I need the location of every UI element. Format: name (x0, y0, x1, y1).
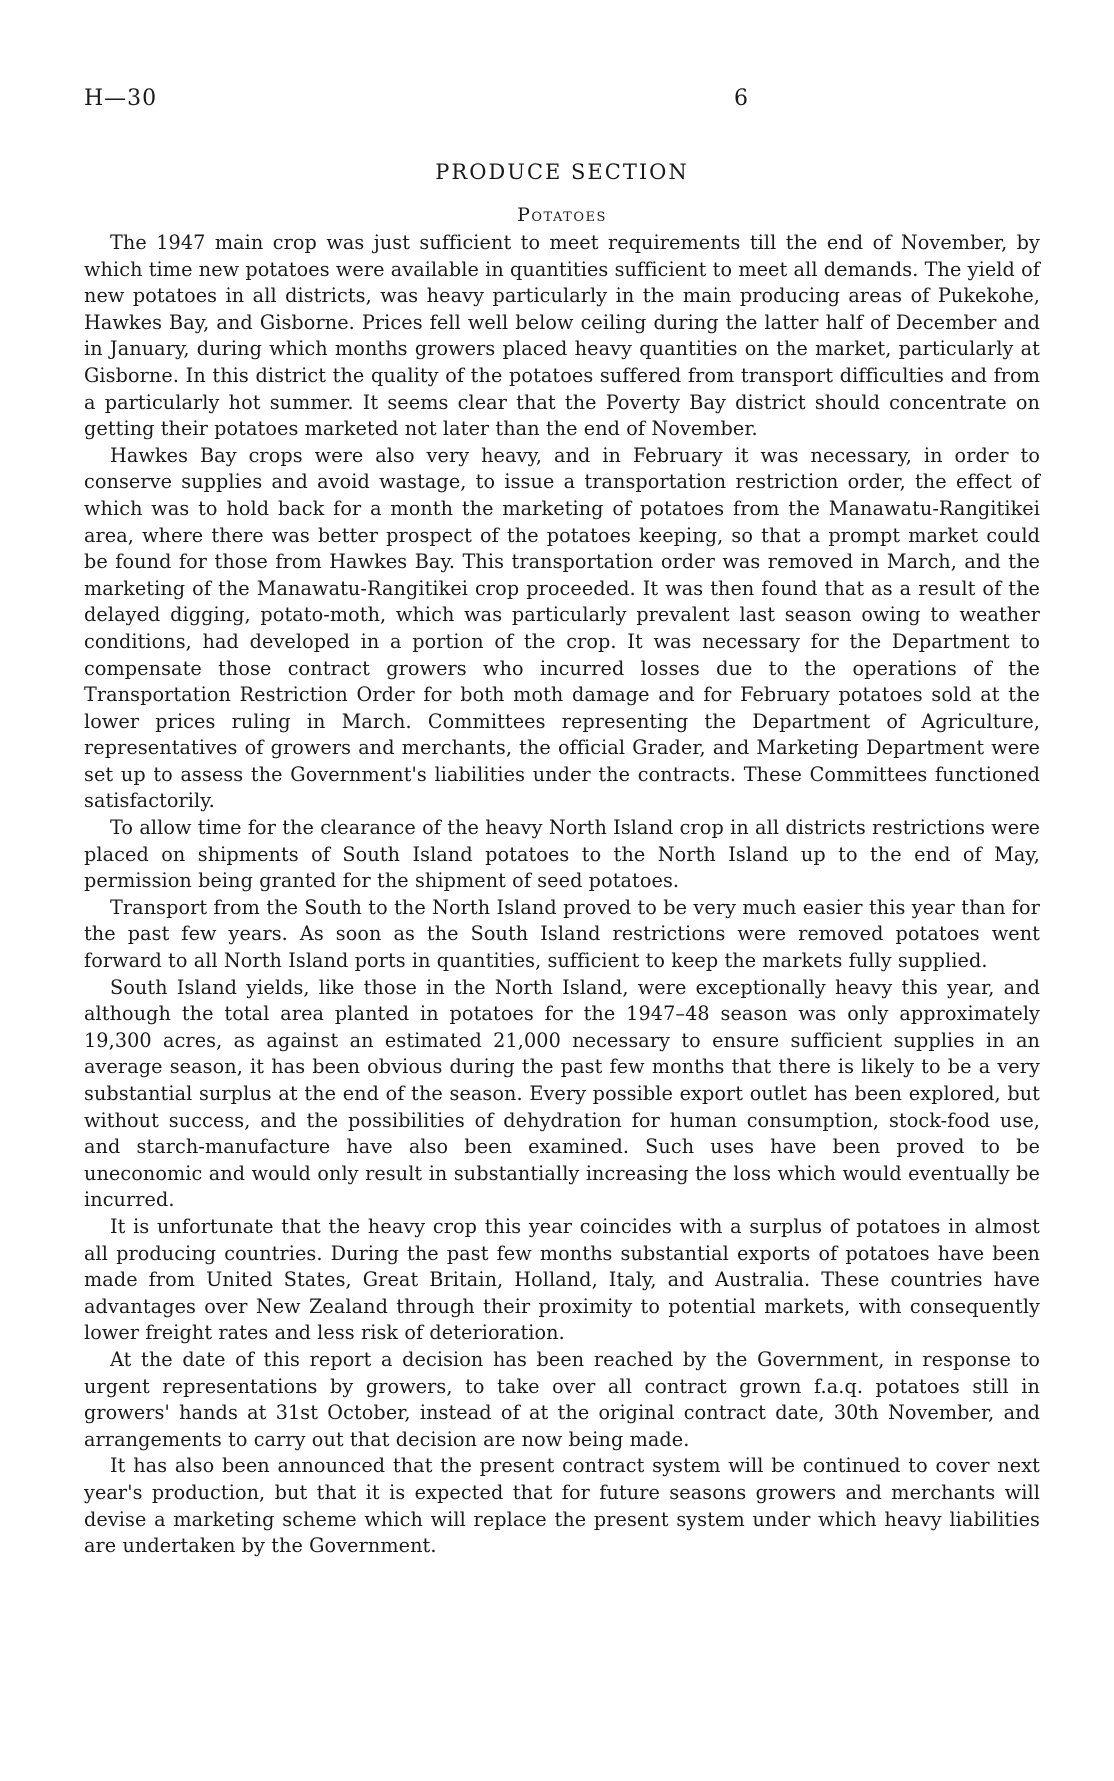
document-reference: H—30 (84, 86, 158, 111)
paragraph: It has also been announced that the present contract system will be continued to cover next year's production, but that it is expected that for future seasons growers and merchants will devise a marketing scheme which will replace the present system under which heavy liabilities are undertaken by the Government. (84, 1454, 1040, 1558)
page-number: 6 (734, 86, 748, 111)
paragraph: It is unfortunate that the heavy crop this year coincides with a surplus of potatoes in almost all producing countries. During the past few months substantial exports of potatoes have been made from United States, Great Britain, Holland, Italy, and Australia. These countries have advantages over New Zealand through their proximity to potential markets, with consequently lower freight rates and less risk of deterioration. (84, 1214, 1040, 1345)
paragraph: The 1947 main crop was just sufficient to meet requirements till the end of November, by which time new potatoes were available in quantities sufficient to meet all demands. The yield of new potatoes in all districts, was heavy particularly in the main producing areas of Pukekohe, Hawkes Bay, and Gisborne. Prices fell well below ceiling during the latter half of December and in January, during which months growers placed heavy quantities on the market, particularly at Gisborne. In this district the quality of the potatoes suffered from transport difficulties and from a particularly hot summer. It seems clear that the Poverty Bay district should concentrate on getting their potatoes marketed not later than the end of November. (84, 231, 1040, 441)
subsection-title: Potatoes (517, 204, 607, 226)
document-page (84, 86, 1040, 1560)
paragraph: Hawkes Bay crops were also very heavy, and in February it was necessary, in order to conserve supplies and avoid wastage, to issue a transportation restriction order, the effect of which was to hold back for a month the marketing of potatoes from the Manawatu-Rangitikei area, where there was better prospect of the potatoes keeping, so that a prompt market could be found for those from Hawkes Bay. This transportation order was removed in March, and the marketing of the Manawatu-Rangitikei crop proceeded. It was then found that as a result of the delayed digging, potato-moth, which was particularly prevalent last season owing to weather conditions, had developed in a portion of the crop. It was necessary for the Department to compensate those contract growers who incurred losses due to the operations of the Transportation Restriction Order for both moth damage and for February potatoes sold at the lower prices ruling in March. Committees representing the Department of Agriculture, representatives of growers and merchants, the official Grader, and Marketing Department were set up to assess the Government's liabilities under the contracts. These Committees functioned satisfactorily. (84, 443, 1040, 813)
paragraph: South Island yields, like those in the North Island, were exceptionally heavy this year, and although the total area planted in potatoes for the 1947–48 season was only approximately 19,300 acres, as against an estimated 21,000 necessary to ensure sufficient supplies in an average season, it has been obvious during the past few months that there is likely to be a very substantial surplus at the end of the season. Every possible export outlet has been explored, but without success, and the possibilities of dehydration for human consumption, stock-food use, and starch-manufacture have also been examined. Such uses have been proved to be uneconomic and would only result in substantially increasing the loss which would eventually be incurred. (84, 975, 1040, 1212)
paragraph: To allow time for the clearance of the heavy North Island crop in all districts restrictions were placed on shipments of South Island potatoes to the North Island up to the end of May, permission being granted for the shipment of seed potatoes. (84, 816, 1040, 893)
paragraph: Transport from the South to the North Island proved to be very much easier this year than for the past few years. As soon as the South Island restrictions were removed potatoes went forward to all North Island ports in quantities, sufficient to keep the markets fully supplied. (84, 895, 1040, 973)
body-text (84, 230, 1040, 1560)
section-title: PRODUCE SECTION (435, 160, 689, 184)
paragraph: At the date of this report a decision has been reached by the Government, in response to urgent representations by growers, to take over all contract grown f.a.q. potatoes still in growers' hands at 31st October, instead of at the original contract date, 30th November, and arrangements to carry out that decision are now being made. (84, 1347, 1040, 1451)
running-header (84, 86, 1040, 116)
